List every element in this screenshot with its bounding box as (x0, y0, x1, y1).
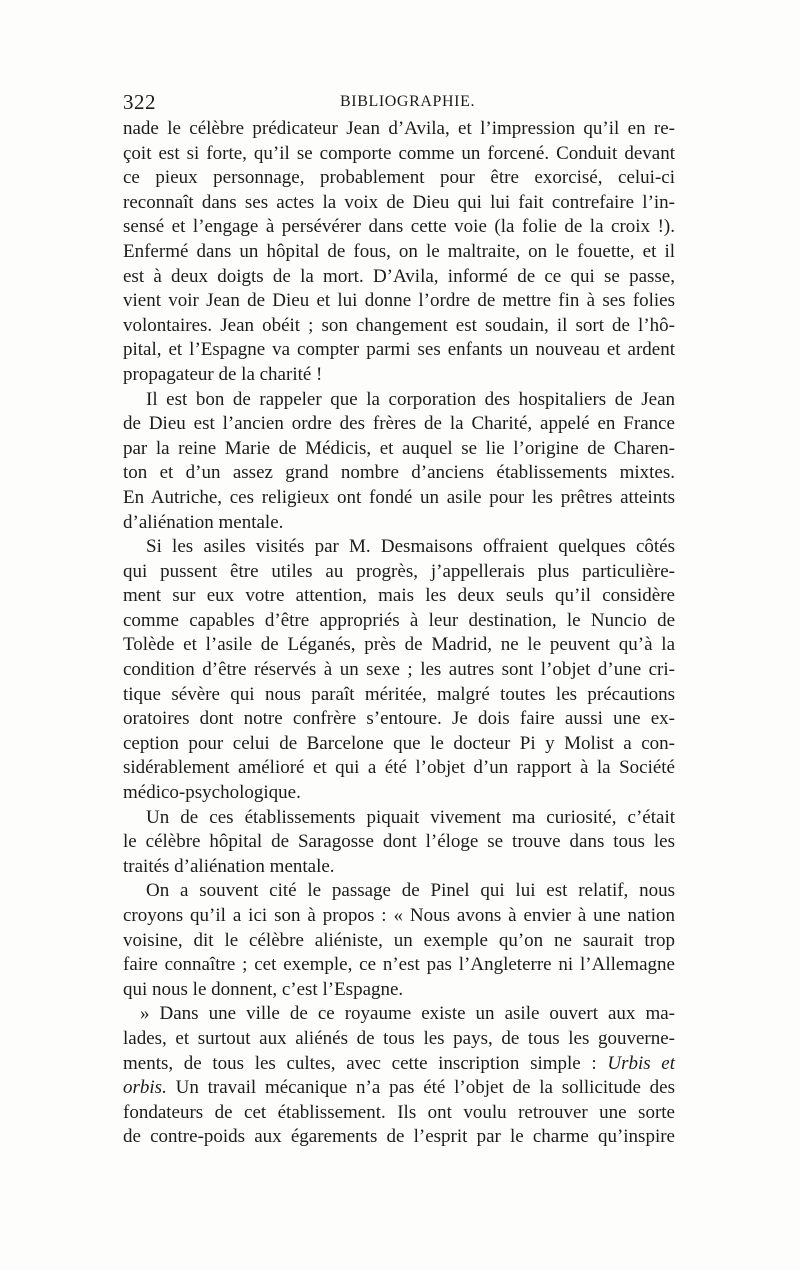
text-line: par la reine Marie de Médicis, et auquel se lie l’origine de Charen- (123, 437, 675, 459)
text-line: de Dieu est l’ancien ordre des frères de la Charité, appelé en France (123, 413, 675, 435)
text-line: d’aliénation mentale. (123, 511, 284, 533)
text-line: tique sévère qui nous paraît méritée, malgré toutes les précautions (123, 683, 675, 705)
text-line: En Autriche, ces religieux ont fondé un asile pour les prêtres atteints (123, 486, 675, 508)
text-segment: ments, de tous les cultes, avec cette inscription simple : (123, 1052, 597, 1074)
text-line: médico-psychologique. (123, 782, 301, 804)
text-line: Tolède et l’asile de Léganés, près de Madrid, ne le peuvent qu’à la (123, 634, 675, 656)
text-line: de contre-poids aux égarements de l’esprit par le charme qu’inspire (123, 1126, 675, 1148)
text-line: condition d’être réservés à un sexe ; les autres sont l’objet d’une cri- (123, 659, 675, 681)
text-line: reconnaît dans ses actes la voix de Dieu qui lui fait contrefaire l’in- (123, 191, 675, 213)
text-line: sidérablement amélioré et qui a été l’objet d’un rapport à la Société (123, 757, 675, 779)
paragraph-start: Un de ces établissements piquait vivement ma curiosité, c’était (146, 806, 675, 828)
text-line: ce pieux personnage, probablement pour être exorcisé, celui-ci (123, 167, 675, 189)
text-line: est à deux doigts de la mort. D’Avila, informé de ce qui se passe, (123, 265, 675, 287)
paragraph-start: Il est bon de rappeler que la corporation des hospitaliers de Jean (146, 388, 675, 410)
text-line: ment sur eux votre attention, mais les deux seuls qu’il considère (123, 585, 675, 607)
text-line (123, 1052, 675, 1077)
text-line: Enfermé dans un hôpital de fous, on le maltraite, on le fouette, et il (123, 240, 675, 262)
text-line: faire connaître ; cet exemple, ce n’est pas l’Angleterre ni l’Allemagne (123, 954, 675, 976)
running-head (123, 90, 675, 114)
text-line: qui nous le donnent, c’est l’Espagne. (123, 978, 404, 1000)
running-title: BIBLIOGRAPHIE. (340, 93, 476, 110)
text-line: fondateurs de cet établissement. Ils ont voulu retrouver une sorte (123, 1101, 675, 1123)
text-line: qui pussent être utiles au progrès, j’appellerais plus particulière- (123, 560, 675, 582)
paragraph-start: On a souvent cité le passage de Pinel qui lui est relatif, nous (146, 880, 675, 902)
text-line: voisine, dit le célèbre aliéniste, un exemple qu’on ne saurait trop (123, 929, 675, 951)
text-line: ton et d’un assez grand nombre d’anciens établissements mixtes. (123, 462, 675, 484)
text-line: lades, et surtout aux aliénés de tous les pays, de tous les gouverne- (123, 1027, 675, 1049)
body-text (123, 117, 675, 1150)
text-line: comme capables d’être appropriés à leur destination, le Nuncio de (123, 609, 675, 631)
text-line: nade le célèbre prédicateur Jean d’Avila, et l’impression qu’il en re- (123, 118, 675, 139)
text-segment: Un travail mécanique n’a pas été l’objet de la sollicitude des (175, 1077, 676, 1099)
text-line: volontaires. Jean obéit ; son changement est soudain, il sort de l’hô- (123, 314, 675, 336)
text-line: sensé et l’engage à persévérer dans cette voie (la folie de la croix !). (123, 216, 675, 238)
text-line (123, 1076, 675, 1101)
page-number: 322 (123, 90, 156, 114)
text-line: traités d’aliénation mentale. (123, 855, 335, 877)
text-line: pital, et l’Espagne va compter parmi ses enfants un nouveau et ardent (123, 339, 675, 361)
text-line: le célèbre hôpital de Saragosse dont l’éloge se trouve dans tous les (123, 831, 675, 853)
text-line: vient voir Jean de Dieu et lui donne l’ordre de mettre fin à ses folies (123, 290, 675, 312)
italic-phrase: Urbis et (607, 1052, 675, 1074)
paragraph-start: Si les asiles visités par M. Desmaisons offraient quelques côtés (146, 536, 675, 558)
text-line: propagateur de la charité ! (123, 363, 323, 385)
text-line: croyons qu’il a ici son à propos : « Nous avons à envier à une nation (123, 905, 675, 926)
text-line: ception pour celui de Barcelone que le docteur Pi y Molist a con- (123, 732, 675, 754)
italic-phrase: orbis. (123, 1077, 167, 1099)
text-line: oratoires dont notre confrère s’entoure. Je dois faire aussi une ex- (123, 708, 675, 730)
text-line: çoit est si forte, qu’il se comporte comme un forcené. Conduit devant (123, 142, 675, 164)
paragraph-start: » Dans une ville de ce royaume existe un asile ouvert aux ma- (140, 1003, 675, 1025)
